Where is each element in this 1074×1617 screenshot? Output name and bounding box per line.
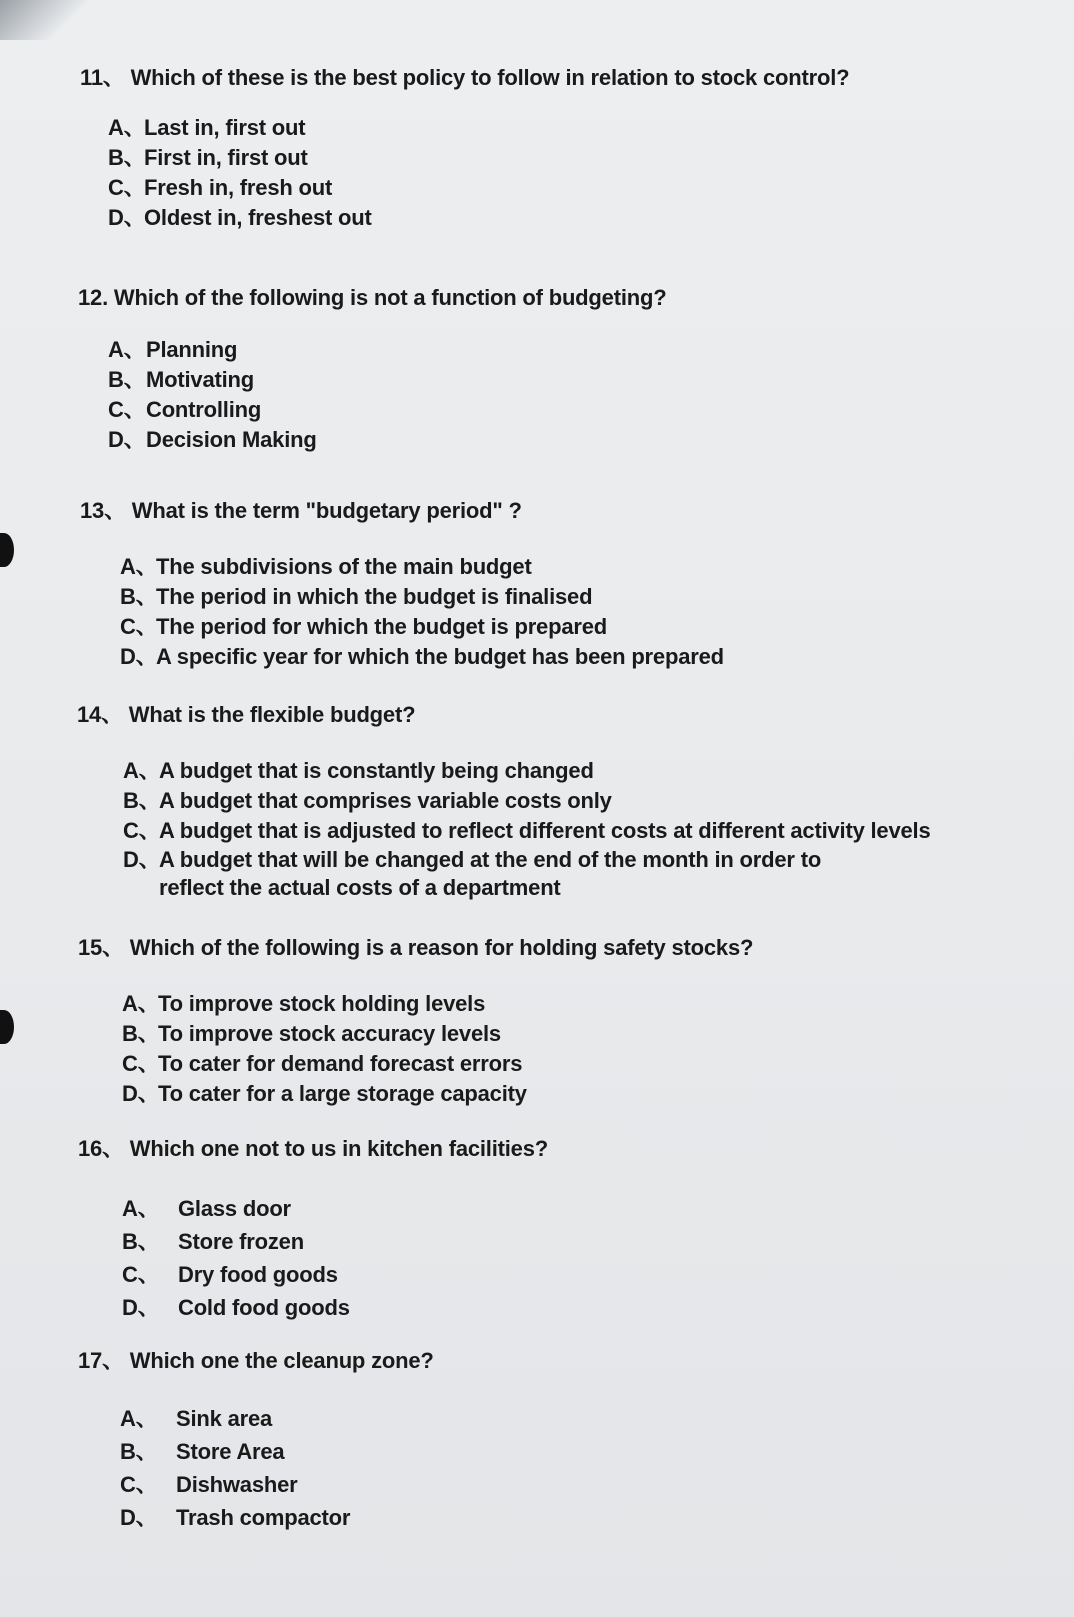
- option-text: A specific year for which the budget has been prepared: [156, 644, 724, 669]
- question-stem: [78, 1346, 434, 1376]
- option-text: First in, first out: [144, 145, 308, 170]
- option-text: The subdivisions of the main budget: [156, 554, 532, 579]
- question-text: Which of the following is a reason for holding safety stocks?: [129, 935, 754, 960]
- option-a: [122, 989, 753, 1019]
- option-letter: B、: [120, 584, 158, 609]
- option-text: Store Area: [176, 1439, 285, 1464]
- option-d: [123, 846, 930, 902]
- option-letter: D、: [120, 644, 158, 669]
- option-text: Store frozen: [178, 1229, 304, 1254]
- question-stem: [80, 63, 849, 93]
- option-a: [120, 552, 724, 582]
- option-list: [108, 335, 666, 455]
- option-text: Dry food goods: [178, 1262, 338, 1287]
- option-letter: C、: [120, 614, 158, 639]
- option-c: [122, 1258, 548, 1291]
- binder-hole: [0, 1010, 14, 1044]
- option-letter: B、: [122, 1229, 160, 1254]
- option-c: [122, 1049, 753, 1079]
- question-text: Which of these is the best policy to follow in relation to stock control?: [130, 65, 850, 90]
- option-text: Fresh in, fresh out: [144, 175, 333, 200]
- question-15: [78, 933, 753, 1109]
- option-d: [108, 203, 849, 233]
- option-text: To improve stock accuracy levels: [158, 1021, 501, 1046]
- option-letter: B、: [122, 1021, 160, 1046]
- question-16: [78, 1134, 548, 1324]
- question-number: 12.: [78, 285, 108, 310]
- question-stem: [80, 496, 724, 526]
- question-17: [78, 1346, 434, 1534]
- question-11: [80, 63, 849, 233]
- option-letter: D、: [123, 847, 161, 872]
- option-letter: C、: [122, 1051, 160, 1076]
- option-letter: B、: [120, 1439, 158, 1464]
- option-list: [122, 1192, 548, 1324]
- option-letter: C、: [122, 1262, 160, 1287]
- option-letter: A、: [120, 1406, 158, 1431]
- option-a: [108, 335, 666, 365]
- option-letter: C、: [120, 1472, 158, 1497]
- option-text: The period for which the budget is prepared: [156, 614, 607, 639]
- option-text: Sink area: [176, 1406, 273, 1431]
- option-text: Planning: [146, 337, 238, 362]
- option-text: A budget that comprises variable costs only: [159, 788, 612, 813]
- option-b: [108, 365, 666, 395]
- option-text: A budget that is constantly being changed: [159, 758, 594, 783]
- option-d: [120, 642, 724, 672]
- question-text: What is the flexible budget?: [128, 702, 416, 727]
- option-letter: B、: [123, 788, 161, 813]
- option-b: [123, 786, 930, 816]
- question-13: [80, 496, 724, 672]
- option-letter: C、: [123, 818, 161, 843]
- option-b: [122, 1225, 548, 1258]
- option-text: To cater for demand forecast errors: [158, 1051, 523, 1076]
- option-letter: D、: [122, 1081, 160, 1106]
- option-letter: A、: [120, 554, 158, 579]
- option-b: [122, 1019, 753, 1049]
- option-c: [120, 1468, 434, 1501]
- question-14: [77, 700, 930, 902]
- page-corner-shadow: [0, 0, 90, 40]
- question-text: Which one not to us in kitchen facilities?: [129, 1136, 548, 1161]
- option-text: A budget that is adjusted to reflect different costs at different activity levels: [159, 818, 931, 843]
- option-c: [108, 395, 666, 425]
- option-list: [108, 113, 849, 233]
- question-stem: [78, 1134, 548, 1164]
- option-b: [120, 1435, 434, 1468]
- question-text: Which one the cleanup zone?: [129, 1348, 434, 1373]
- option-letter: C、: [108, 397, 146, 422]
- option-text: The period in which the budget is finalised: [156, 584, 593, 609]
- question-text: What is the term "budgetary period" ?: [131, 498, 522, 523]
- option-c: [120, 612, 724, 642]
- option-text: To improve stock holding levels: [158, 991, 486, 1016]
- option-a: [108, 113, 849, 143]
- question-number: 16、: [78, 1136, 124, 1161]
- option-d: [120, 1501, 434, 1534]
- option-d: [122, 1079, 753, 1109]
- option-a: [122, 1192, 548, 1225]
- option-letter: A、: [122, 1196, 160, 1221]
- option-letter: B、: [108, 367, 146, 392]
- option-list: [120, 1402, 434, 1534]
- question-number: 14、: [77, 702, 123, 727]
- option-text: A budget that will be changed at the end of the month in order to reflect the actual costs of a department: [159, 847, 822, 900]
- question-number: 11、: [80, 65, 125, 90]
- question-number: 15、: [78, 935, 124, 960]
- option-letter: D、: [122, 1295, 160, 1320]
- question-stem: [77, 700, 930, 730]
- option-letter: A、: [122, 991, 160, 1016]
- option-text: Controlling: [146, 397, 262, 422]
- option-letter: A、: [108, 337, 146, 362]
- option-letter: C、: [108, 175, 146, 200]
- option-d: [108, 425, 666, 455]
- option-letter: A、: [108, 115, 146, 140]
- option-b: [120, 582, 724, 612]
- option-text: To cater for a large storage capacity: [158, 1081, 527, 1106]
- option-b: [108, 143, 849, 173]
- option-c: [123, 816, 930, 846]
- option-text: Oldest in, freshest out: [144, 205, 372, 230]
- option-text: Dishwasher: [176, 1472, 298, 1497]
- option-text: Glass door: [178, 1196, 291, 1221]
- option-letter: D、: [108, 205, 146, 230]
- option-text: Last in, first out: [144, 115, 306, 140]
- question-number: 17、: [78, 1348, 124, 1373]
- option-a: [120, 1402, 434, 1435]
- option-text: Motivating: [146, 367, 254, 392]
- question-number: 13、: [80, 498, 126, 523]
- question-stem: [78, 933, 753, 963]
- option-letter: D、: [120, 1505, 158, 1530]
- question-stem: [78, 283, 666, 313]
- option-d: [122, 1291, 548, 1324]
- option-text: Trash compactor: [176, 1505, 351, 1530]
- question-text: Which of the following is not a function of budgeting?: [113, 285, 667, 310]
- option-list: [120, 552, 724, 672]
- question-12: [78, 283, 666, 455]
- option-text: Decision Making: [146, 427, 317, 452]
- option-a: [123, 756, 930, 786]
- binder-hole: [0, 533, 14, 567]
- option-letter: D、: [108, 427, 146, 452]
- option-c: [108, 173, 849, 203]
- option-list: [123, 756, 930, 902]
- option-text: Cold food goods: [178, 1295, 350, 1320]
- option-letter: B、: [108, 145, 146, 170]
- option-list: [122, 989, 753, 1109]
- option-letter: A、: [123, 758, 161, 783]
